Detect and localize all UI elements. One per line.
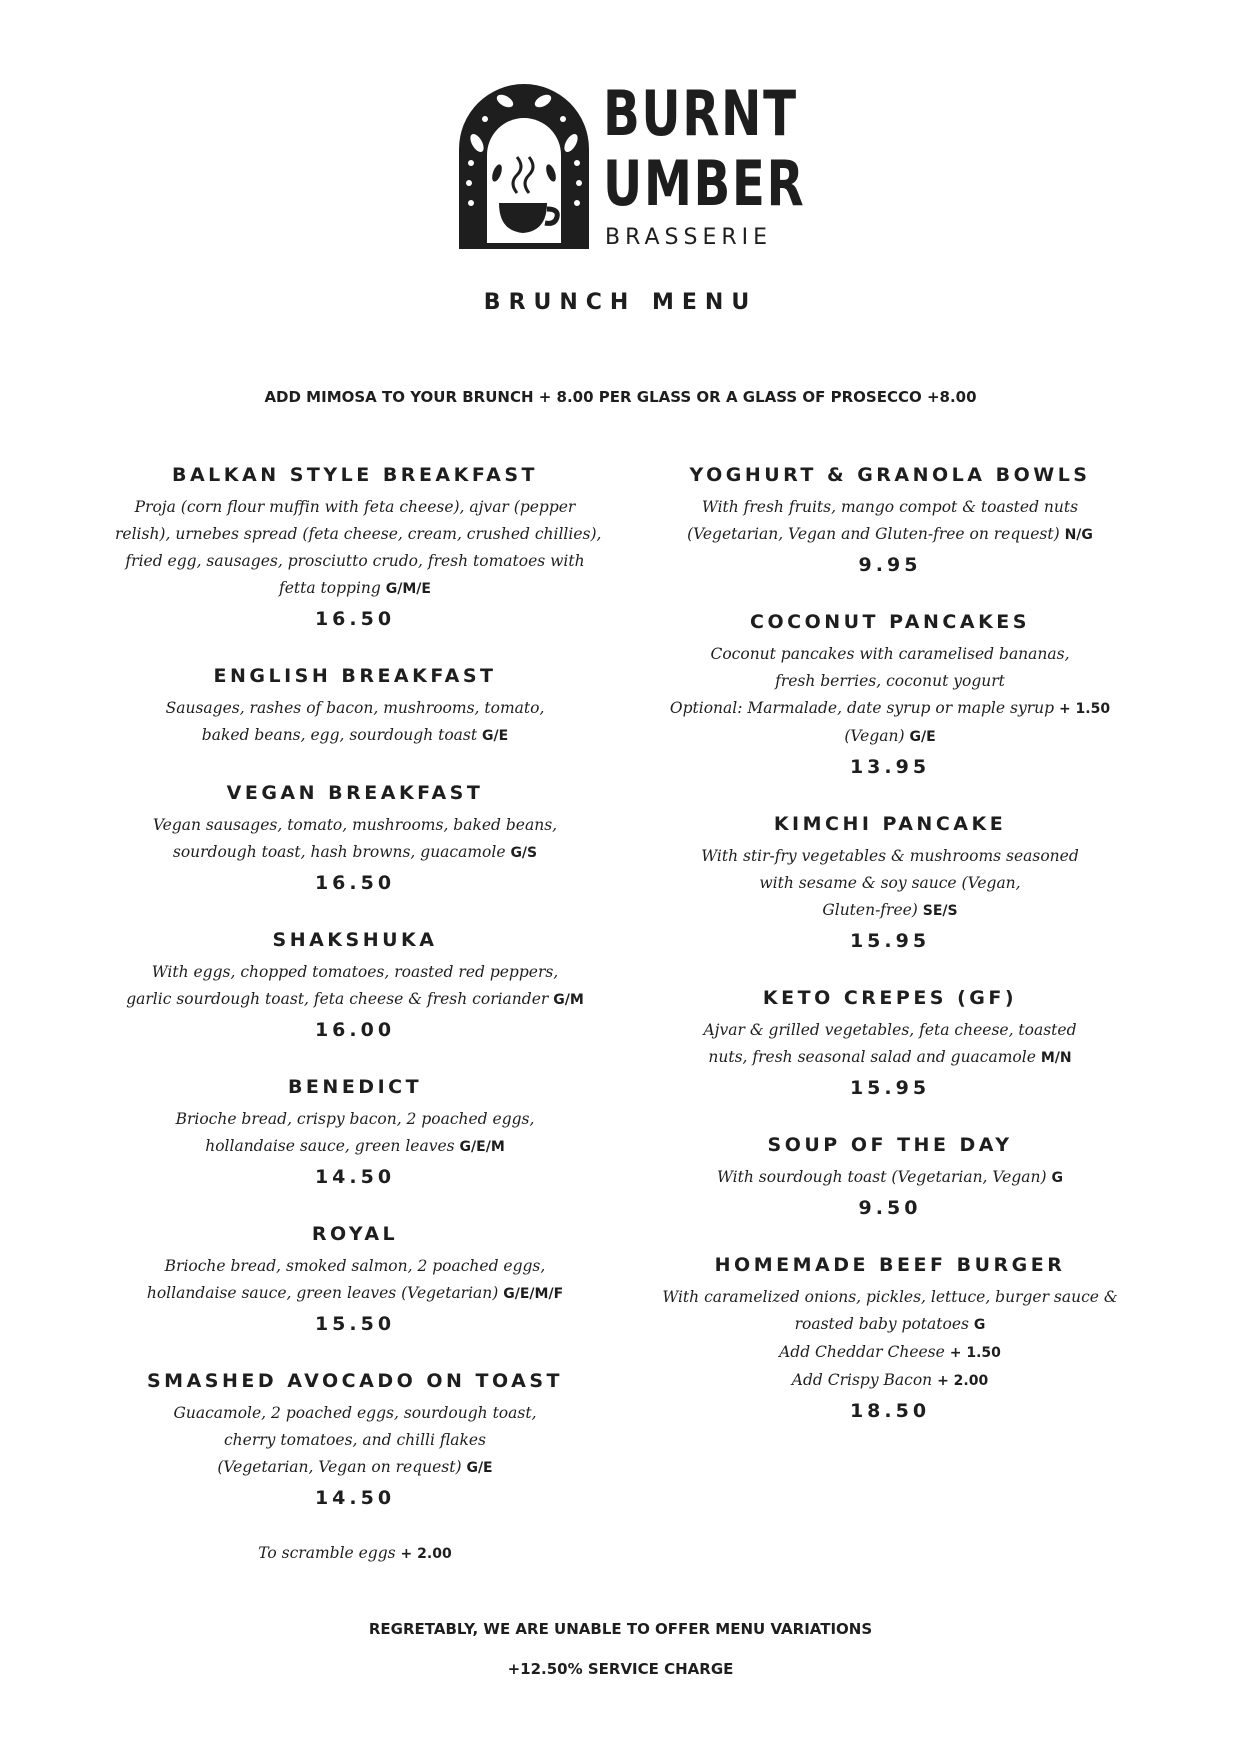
coffee-cup-arch-icon bbox=[455, 83, 593, 249]
item-description-text: With eggs, chopped tomatoes, roasted red peppers, bbox=[151, 963, 559, 981]
item-description-text: cherry tomatoes, and chilli flakes bbox=[224, 1431, 486, 1449]
item-description-line bbox=[115, 1133, 595, 1161]
item-description-line bbox=[115, 494, 595, 521]
item-description-line bbox=[115, 695, 595, 722]
item-allergen-code: G/E bbox=[909, 729, 936, 745]
menu-item-price: 15.50 bbox=[314, 1313, 396, 1335]
menu-item-price: 14.50 bbox=[314, 1487, 396, 1509]
item-description-text: To scramble eggs bbox=[258, 1544, 396, 1562]
item-allergen-code: G/E bbox=[482, 728, 509, 744]
item-description-text: Proja (corn flour muffin with feta cheese), ajvar (pepper bbox=[134, 498, 576, 516]
item-description-line bbox=[650, 1164, 1130, 1192]
menu-item bbox=[115, 1366, 595, 1512]
item-allergen-code: + 2.00 bbox=[400, 1546, 452, 1562]
menu-item-name: KETO CREPES (GF) bbox=[762, 987, 1018, 1009]
item-description-line bbox=[115, 548, 595, 575]
item-description-line bbox=[650, 1044, 1130, 1072]
menu-item bbox=[650, 460, 1130, 579]
menu-item-price: 15.95 bbox=[849, 930, 931, 952]
item-description-text: fresh berries, coconut yogurt bbox=[775, 672, 1005, 690]
item-description-line bbox=[115, 575, 595, 603]
menu-item bbox=[650, 1250, 1130, 1425]
item-description-text: With sourdough toast (Vegetarian, Vegan) bbox=[717, 1168, 1047, 1186]
item-description-text: Brioche bread, smoked salmon, 2 poached eggs, bbox=[164, 1257, 546, 1275]
menu-item bbox=[115, 1219, 595, 1338]
item-description-line bbox=[650, 897, 1130, 925]
menu-item-price: 18.50 bbox=[849, 1400, 931, 1422]
menu-item bbox=[650, 809, 1130, 955]
menu-item bbox=[115, 661, 595, 750]
menu-item bbox=[115, 460, 602, 633]
item-description-line bbox=[650, 1284, 1130, 1311]
item-description-text: nuts, fresh seasonal salad and guacamole bbox=[708, 1048, 1036, 1066]
scramble-eggs-note bbox=[115, 1540, 595, 1568]
item-description-text: relish), urnebes spread (feta cheese, cream, crushed chillies), bbox=[115, 525, 602, 543]
menu-item-price: 16.50 bbox=[314, 608, 396, 630]
item-description-text: Guacamole, 2 poached eggs, sourdough toast, bbox=[173, 1404, 537, 1422]
item-description-line bbox=[115, 1253, 595, 1280]
item-allergen-code: G/E/M bbox=[459, 1139, 505, 1155]
menu-item-name: VEGAN BREAKFAST bbox=[226, 782, 484, 804]
menu-item-name: ROYAL bbox=[311, 1223, 399, 1245]
item-description-text: Ajvar & grilled vegetables, feta cheese, toasted bbox=[703, 1021, 1077, 1039]
item-description-text: fried egg, sausages, prosciutto crudo, fresh tomatoes with bbox=[125, 552, 585, 570]
brand-name-line3: BRASSERIE bbox=[605, 225, 773, 250]
menu-item-price: 9.50 bbox=[858, 1197, 922, 1219]
item-description-line bbox=[650, 668, 1130, 695]
menu-item bbox=[650, 983, 1130, 1102]
item-description-text: roasted baby potatoes bbox=[794, 1315, 969, 1333]
item-description-text: sourdough toast, hash browns, guacamole bbox=[172, 843, 506, 861]
item-description-text: Vegan sausages, tomato, mushrooms, baked beans, bbox=[152, 816, 558, 834]
item-allergen-code: SE/S bbox=[922, 903, 958, 919]
page-title: BRUNCH MENU bbox=[483, 290, 758, 315]
item-description-line bbox=[650, 494, 1130, 521]
item-description-text: Sausages, rashes of bacon, mushrooms, tomato, bbox=[165, 699, 545, 717]
item-description-text: garlic sourdough toast, feta cheese & fresh coriander bbox=[126, 990, 549, 1008]
item-description-text: fetta topping bbox=[279, 579, 381, 597]
item-description-line bbox=[115, 1280, 595, 1308]
item-description-text: With caramelized onions, pickles, lettuce, burger sauce & bbox=[662, 1288, 1118, 1306]
menu-item-price: 14.50 bbox=[314, 1166, 396, 1188]
item-allergen-code: G/E bbox=[466, 1460, 493, 1476]
variations-notice: REGRETABLY, WE ARE UNABLE TO OFFER MENU VARIATIONS bbox=[368, 1620, 873, 1638]
item-description-text: baked beans, egg, sourdough toast bbox=[201, 726, 478, 744]
item-allergen-code: M/N bbox=[1040, 1050, 1072, 1066]
item-description-text: (Vegetarian, Vegan on request) bbox=[217, 1458, 462, 1476]
menu-item bbox=[650, 607, 1130, 781]
item-description-text: Coconut pancakes with caramelised bananas, bbox=[710, 645, 1070, 663]
item-description-line bbox=[650, 1017, 1130, 1044]
menu-item-name: COCONUT PANCAKES bbox=[750, 611, 1030, 633]
item-description-text: (Vegetarian, Vegan and Gluten-free on request) bbox=[687, 525, 1060, 543]
item-description-line bbox=[650, 521, 1130, 549]
item-description-line bbox=[115, 959, 595, 986]
item-description-line bbox=[115, 1454, 595, 1482]
item-description-line bbox=[115, 986, 595, 1014]
menu-item-price: 16.50 bbox=[314, 872, 396, 894]
menu-item-name: SOUP OF THE DAY bbox=[767, 1134, 1013, 1156]
brand-name-line2: UMBER bbox=[603, 147, 806, 220]
brand-logo bbox=[455, 77, 806, 250]
menu-item-price: 9.95 bbox=[858, 554, 922, 576]
item-description-line bbox=[650, 1339, 1130, 1367]
item-description-line bbox=[115, 1427, 595, 1454]
menu-item-name: SMASHED AVOCADO ON TOAST bbox=[147, 1370, 563, 1392]
item-allergen-code: + 1.50 bbox=[1058, 701, 1111, 717]
menu-item-price: 13.95 bbox=[849, 756, 931, 778]
menu-item-name: KIMCHI PANCAKE bbox=[773, 813, 1007, 835]
item-description-line bbox=[650, 1367, 1130, 1395]
menu-item bbox=[115, 925, 595, 1044]
item-description-line bbox=[650, 1311, 1130, 1339]
item-description-line bbox=[115, 722, 595, 750]
menu-item-price: 15.95 bbox=[849, 1077, 931, 1099]
item-description-line bbox=[115, 521, 602, 548]
item-allergen-code: G bbox=[1051, 1170, 1063, 1186]
brand-name-line1: BURNT bbox=[603, 77, 798, 150]
item-description-text: (Vegan) bbox=[844, 727, 905, 745]
item-description-text: with sesame & soy sauce (Vegan, bbox=[759, 874, 1021, 892]
item-allergen-code: G/E/M/F bbox=[503, 1286, 564, 1302]
item-description-text: With fresh fruits, mango compot & toasted nuts bbox=[701, 498, 1079, 516]
item-allergen-code: + 1.50 bbox=[949, 1345, 1001, 1361]
item-description-text: hollandaise sauce, green leaves (Vegetarian) bbox=[146, 1284, 499, 1302]
item-description-text: Brioche bread, crispy bacon, 2 poached eggs, bbox=[175, 1110, 535, 1128]
item-description-text: With stir-fry vegetables & mushrooms seasoned bbox=[701, 847, 1079, 865]
item-allergen-code: G/M/E bbox=[385, 581, 431, 597]
menu-item-name: YOGHURT & GRANOLA BOWLS bbox=[689, 464, 1091, 486]
item-description-line bbox=[650, 843, 1130, 870]
item-allergen-code: + 2.00 bbox=[937, 1373, 989, 1389]
menu-column-left bbox=[115, 460, 602, 1568]
menu-item bbox=[115, 778, 595, 897]
menu-item-name: HOMEMADE BEEF BURGER bbox=[714, 1254, 1066, 1276]
item-description-line bbox=[650, 870, 1130, 897]
service-charge-notice: +12.50% SERVICE CHARGE bbox=[507, 1660, 734, 1678]
item-description-line bbox=[115, 812, 595, 839]
item-description-line bbox=[115, 839, 595, 867]
menu-item bbox=[115, 1072, 595, 1191]
menu-item bbox=[650, 1130, 1130, 1222]
item-allergen-code: G bbox=[973, 1317, 986, 1333]
item-description-text: hollandaise sauce, green leaves bbox=[205, 1137, 455, 1155]
item-description-line bbox=[115, 1400, 595, 1427]
menu-column-right bbox=[650, 460, 1130, 1453]
menu-item-name: BENEDICT bbox=[287, 1076, 423, 1098]
item-description-text: Optional: Marmalade, date syrup or maple syrup bbox=[669, 699, 1055, 717]
item-description-text: Add Crispy Bacon bbox=[791, 1371, 933, 1389]
item-description-line bbox=[115, 1106, 595, 1133]
item-description-text: Add Cheddar Cheese bbox=[779, 1343, 945, 1361]
item-description-text: Gluten-free) bbox=[822, 901, 918, 919]
mimosa-notice: ADD MIMOSA TO YOUR BRUNCH + 8.00 PER GLASS OR A GLASS OF PROSECCO +8.00 bbox=[264, 388, 977, 406]
item-description-line bbox=[650, 723, 1130, 751]
menu-item-name: BALKAN STYLE BREAKFAST bbox=[171, 464, 538, 486]
item-allergen-code: N/G bbox=[1064, 527, 1093, 543]
menu-item-name: SHAKSHUKA bbox=[272, 929, 438, 951]
item-description-line bbox=[650, 641, 1130, 668]
item-description-line bbox=[650, 695, 1130, 723]
menu-item-price: 16.00 bbox=[314, 1019, 396, 1041]
item-allergen-code: G/S bbox=[510, 845, 538, 861]
menu-item-name: ENGLISH BREAKFAST bbox=[213, 665, 497, 687]
item-allergen-code: G/M bbox=[553, 992, 584, 1008]
